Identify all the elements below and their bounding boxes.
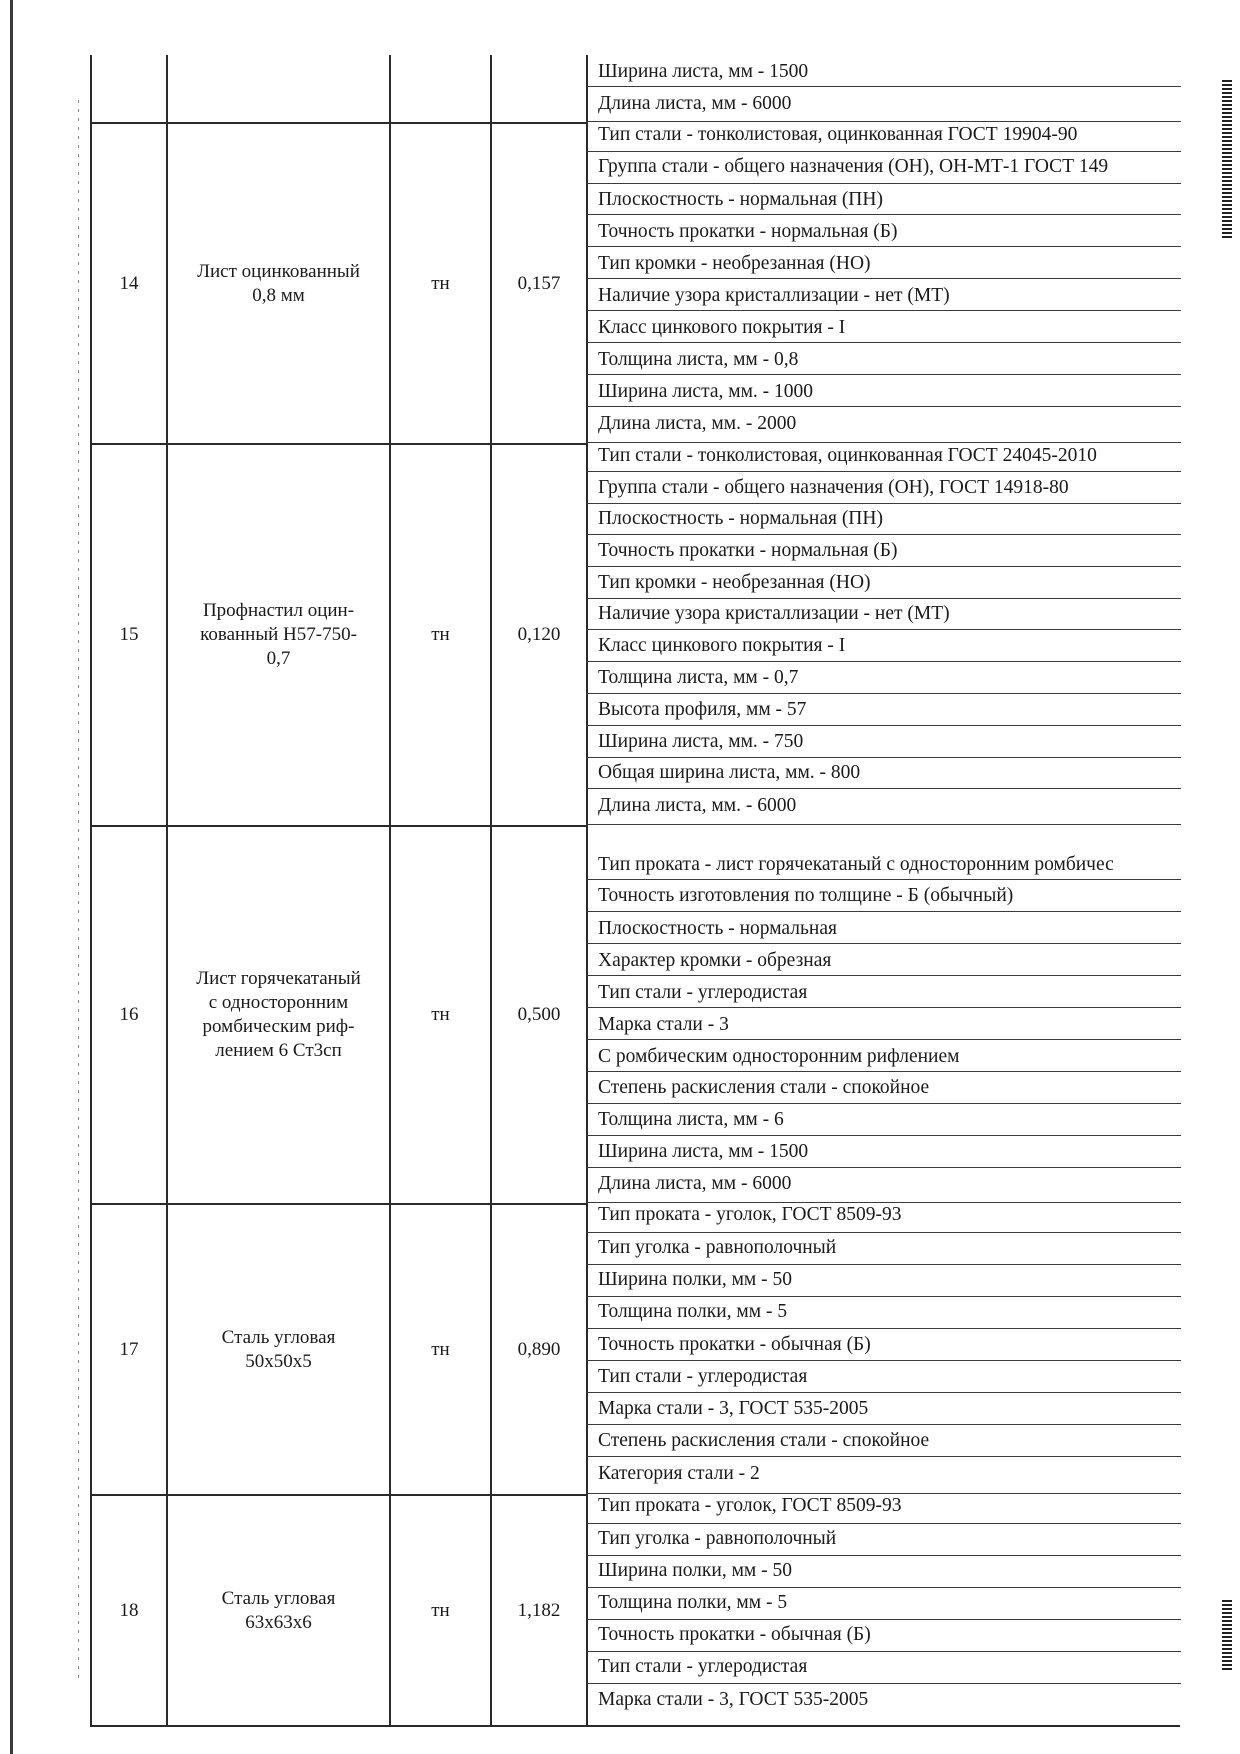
row-16-number: 16: [119, 1004, 139, 1025]
spec-underline: [586, 1456, 1181, 1457]
spec-underline: [586, 566, 1181, 567]
row-16-name: Лист горячекатаный с односторонним ромбическим риф- лением 6 Ст3сп: [196, 968, 361, 1061]
row-16-spec: Степень раскисления стали - спокойное: [598, 1077, 930, 1098]
spec-underline: [586, 1392, 1181, 1393]
row-14-spec: Толщина листа, мм - 0,8: [598, 349, 799, 370]
row-17-number: 17: [119, 1338, 139, 1360]
spec-underline: [586, 442, 1181, 443]
spec-underline: [586, 1296, 1181, 1297]
row-18-spec: Тип стали - углеродистая: [598, 1656, 808, 1677]
row-16-spec: Длина листа, мм - 6000: [598, 1173, 792, 1194]
row-16-spec: Тип стали - углеродистая: [598, 982, 808, 1003]
spec-underline: [586, 1039, 1181, 1040]
row-17-spec: Тип проката - уголок, ГОСТ 8509-93: [598, 1204, 902, 1225]
spec-underline: [586, 342, 1181, 343]
spec-underline: [586, 374, 1181, 375]
row-17-spec: Категория стали - 2: [598, 1463, 760, 1484]
row-17-spec: Толщина полки, мм - 5: [598, 1301, 788, 1322]
spec-underline: [586, 757, 1181, 758]
carry-over-spec-2: Длина листа, мм - 6000: [598, 93, 792, 114]
row-17-spec: Тип уголка - равнополочный: [598, 1237, 837, 1258]
row-18-spec: Марка стали - 3, ГОСТ 535-2005: [598, 1689, 869, 1710]
spec-underline: [586, 911, 1181, 912]
row-15-spec: Группа стали - общего назначения (ОН), ГОСТ 14918-80: [598, 477, 1069, 498]
row-14-spec: Наличие узора кристаллизации - нет (МТ): [598, 285, 950, 306]
row-17-spec: Тип стали - углеродистая: [598, 1366, 808, 1387]
row-14-spec: Тип кромки - необрезанная (НО): [598, 253, 871, 274]
row-14-spec: Класс цинкового покрытия - I: [598, 317, 846, 338]
spec-underline: [586, 1103, 1181, 1104]
row-15-unit: тн: [431, 624, 450, 645]
row-14-spec: Плоскостность - нормальная (ПН): [598, 189, 883, 210]
row-16-spec: Толщина листа, мм - 6: [598, 1109, 784, 1130]
spec-underline: [586, 661, 1181, 662]
row-15-spec: Высота профиля, мм - 57: [598, 699, 807, 720]
spec-underline: [586, 1619, 1181, 1620]
row-18-spec: Тип уголка - равнополочный: [598, 1528, 837, 1549]
spec-underline: [586, 183, 1181, 184]
row-15-number: 15: [119, 624, 139, 645]
spec-underline: [586, 1587, 1181, 1588]
spec-underline: [586, 1424, 1181, 1425]
spec-underline: [586, 1135, 1181, 1136]
spec-underline: [586, 151, 1181, 152]
row-16-quantity: 0,500: [517, 1004, 561, 1025]
row-15-quantity: 0,120: [517, 624, 561, 645]
spec-underline: [586, 1232, 1181, 1233]
scan-left-edge-mark: [10, 0, 13, 1754]
carry-over-spec-1: Ширина листа, мм - 1500: [598, 61, 809, 82]
row-15-spec: Толщина листа, мм - 0,7: [598, 667, 799, 688]
row-14-spec: Тип стали - тонколистовая, оцинкованная ГОСТ 19904-90: [598, 124, 1078, 145]
row-17-unit: тн: [431, 1338, 450, 1360]
row-16-spec: Характер кромки - обрезная: [598, 950, 832, 971]
row-17-spec: Точность прокатки - обычная (Б): [598, 1334, 871, 1355]
spec-underline: [586, 86, 1181, 87]
spec-underline: [586, 121, 1181, 122]
row-18-spec: Тип проката - уголок, ГОСТ 8509-93: [598, 1495, 902, 1516]
spec-underline: [586, 725, 1181, 726]
spec-underline: [586, 943, 1181, 944]
row-15-spec: Плоскостность - нормальная (ПН): [598, 508, 883, 529]
row-18-name: Сталь угловая 63х63х6: [221, 1587, 336, 1633]
row-16-unit: тн: [431, 1004, 450, 1025]
row-18-spec: Точность прокатки - обычная (Б): [598, 1624, 871, 1645]
spec-underline: [586, 1167, 1181, 1168]
spec-underline: [586, 471, 1181, 472]
row-16-spec: С ромбическим односторонним рифлением: [598, 1046, 960, 1067]
row-17-spec: Степень раскисления стали - спокойное: [598, 1430, 930, 1451]
row-14-spec: Точность прокатки - нормальная (Б): [598, 221, 898, 242]
row-17-quantity: 0,890: [517, 1338, 561, 1360]
spec-underline: [586, 278, 1181, 279]
row-14-quantity: 0,157: [517, 272, 561, 294]
row-15-spec: Класс цинкового покрытия - I: [598, 635, 846, 656]
spec-underline: [586, 310, 1181, 311]
row-15-spec: Тип стали - тонколистовая, оцинкованная ГОСТ 24045-2010: [598, 445, 1097, 466]
row-16-spec: Плоскостность - нормальная: [598, 918, 837, 939]
row-17-spec: Ширина полки, мм - 50: [598, 1269, 793, 1290]
row-14-spec: Ширина листа, мм. - 1000: [598, 381, 814, 402]
row-16-spec: Точность изготовления по толщине - Б (обычный): [598, 885, 1014, 906]
row-15-name: Профнастил оцин- кованный Н57-750- 0,7: [200, 600, 357, 669]
spec-underline: [586, 534, 1181, 535]
row-18-number: 18: [119, 1599, 139, 1621]
spec-underline: [586, 1328, 1181, 1329]
spec-underline: [586, 598, 1181, 599]
spec-underline: [586, 1007, 1181, 1008]
row-18-unit: тн: [431, 1599, 450, 1621]
row-16-spec: Марка стали - 3: [598, 1014, 729, 1035]
row-16-spec: Ширина листа, мм - 1500: [598, 1141, 809, 1162]
spec-underline: [586, 1360, 1181, 1361]
spec-underline: [586, 629, 1181, 630]
spec-underline: [586, 824, 1181, 825]
spec-underline: [586, 788, 1181, 789]
spec-underline: [586, 1071, 1181, 1072]
row-18-spec: Толщина полки, мм - 5: [598, 1592, 788, 1613]
row-14-spec: Длина листа, мм. - 2000: [598, 413, 797, 434]
row-14-number: 14: [119, 272, 139, 294]
row-15-spec: Общая ширина листа, мм. - 800: [598, 762, 861, 783]
row-15-spec: Наличие узора кристаллизации - нет (МТ): [598, 603, 950, 624]
row-17-name: Сталь угловая 50х50х5: [221, 1326, 336, 1372]
row-15-spec: Точность прокатки - нормальная (Б): [598, 540, 898, 561]
spec-underline: [586, 246, 1181, 247]
scan-left-margin-dots: [78, 100, 79, 1680]
spec-underline: [586, 1683, 1181, 1684]
row-15-spec: Тип кромки - необрезанная (НО): [598, 572, 871, 593]
row-17-spec: Марка стали - 3, ГОСТ 535-2005: [598, 1398, 869, 1419]
row-18-spec: Ширина полки, мм - 50: [598, 1560, 793, 1581]
row-15-spec: Ширина листа, мм. - 750: [598, 731, 804, 752]
scan-right-barcode-bottom: [1222, 1600, 1232, 1670]
row-18-quantity: 1,182: [517, 1599, 561, 1621]
spec-underline: [586, 1555, 1181, 1556]
row-16-spec: Тип проката - лист горячекатаный с односторонним ромбичес: [598, 854, 1114, 875]
spec-underline: [586, 879, 1181, 880]
spec-underline: [586, 1264, 1181, 1265]
spec-underline: [586, 214, 1181, 215]
spec-underline: [586, 693, 1181, 694]
scan-right-barcode-top: [1222, 80, 1232, 240]
row-15-spec: Длина листа, мм. - 6000: [598, 795, 797, 816]
spec-underline: [586, 503, 1181, 504]
row-14-spec: Группа стали - общего назначения (ОН), ОН-МТ-1 ГОСТ 149: [598, 156, 1109, 177]
spec-underline: [586, 1651, 1181, 1652]
column-divider-specs: [586, 55, 588, 1727]
row-14-unit: тн: [431, 272, 450, 294]
row-14-name: Лист оцинкованный 0,8 мм: [197, 260, 360, 306]
spec-underline: [586, 1523, 1181, 1524]
table-border-bottom: [90, 1725, 1180, 1727]
spec-underline: [586, 406, 1181, 407]
spec-underline: [586, 975, 1181, 976]
